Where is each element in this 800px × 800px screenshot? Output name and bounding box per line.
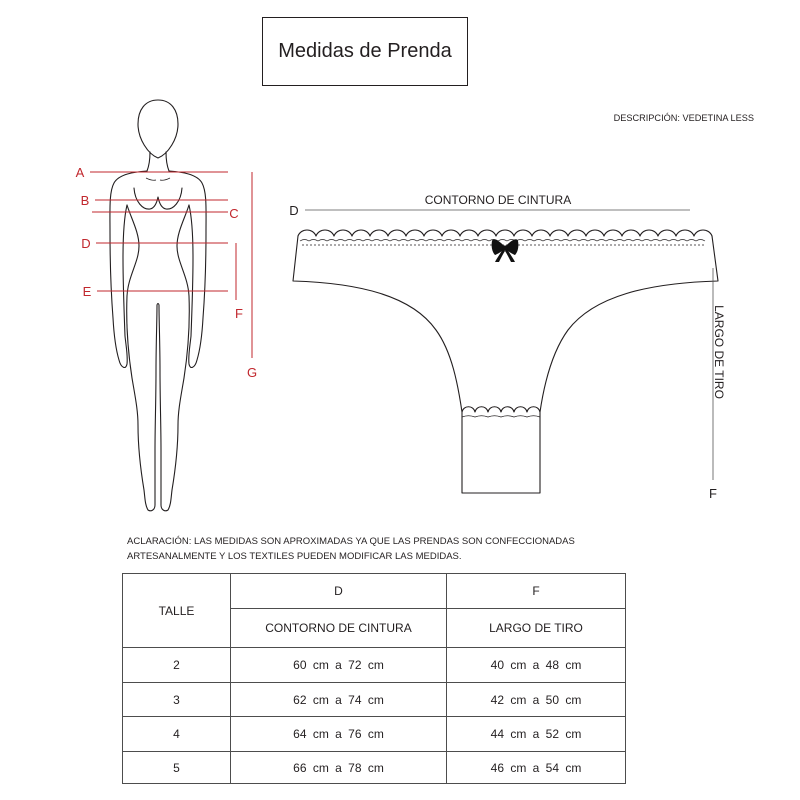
rise-range-cell: 42 cm a 50 cm [447,683,626,717]
garment-diagram [289,193,726,501]
bow-knot [502,245,507,250]
waist-range-cell: 60 cm a 72 cm [231,648,447,683]
disclaimer-line: ARTESANALMENTE Y LOS TEXTILES PUEDEN MODIFICAR LAS MEDIDAS. [127,551,462,562]
talle-cell: 3 [123,683,231,717]
measure-label-g: G [246,365,258,380]
measure-label-f: F [235,306,243,321]
waist-measure-label: CONTORNO DE CINTURA [424,193,572,207]
garment-description: DESCRIPCIÓN: VEDETINA LESS [613,113,754,123]
body-measurements [76,165,257,380]
mannequin-collarbone [146,178,170,180]
measure-label-e: E [82,284,92,299]
waist-range-cell: 64 cm a 76 cm [231,717,447,752]
talle-header: TALLE [123,574,231,648]
page-title: Medidas de Prenda [278,40,452,62]
rise-range-cell: 46 cm a 54 cm [447,752,626,784]
mannequin-body-outline [127,205,190,511]
panty-outline [293,236,718,493]
talle-cell: 5 [123,752,231,784]
waistband-lace-edge [298,230,712,236]
talle-cell: 4 [123,717,231,752]
column-letter-f: F [447,574,626,609]
table-header-row [123,574,626,609]
rise-range-cell: 44 cm a 52 cm [447,717,626,752]
waistband-lace-inner [300,240,705,242]
rise-measure-label: LARGO DE TIRO [712,305,726,399]
mannequin-neck-left [147,152,150,171]
talle-cell: 2 [123,648,231,683]
table-row [123,752,626,784]
size-table [122,573,626,784]
gusset-lace-edge [462,407,540,412]
measure-label-c: C [229,206,239,221]
mannequin-figure [110,100,206,511]
mannequin-neck-right [166,152,169,171]
table-row [123,648,626,683]
waist-range-cell: 62 cm a 74 cm [231,683,447,717]
table-row [123,683,626,717]
disclaimer [127,534,575,564]
mannequin-bust [134,188,182,209]
bow-icon [492,239,519,262]
mannequin-head [138,100,178,158]
rise-range-cell: 40 cm a 48 cm [447,648,626,683]
column-letter-d: D [231,574,447,609]
gusset-lace-inner [462,416,540,417]
column-name-waist: CONTORNO DE CINTURA [231,609,447,648]
measure-label-b: B [80,193,90,208]
measure-label-a: A [75,165,85,180]
column-name-rise: LARGO DE TIRO [447,609,626,648]
waist-range-cell: 66 cm a 78 cm [231,752,447,784]
rise-measure-letter: F [709,486,717,501]
waist-measure-letter: D [289,203,299,218]
measure-label-d: D [81,236,91,251]
table-row [123,717,626,752]
disclaimer-line: ACLARACIÓN: LAS MEDIDAS SON APROXIMADAS YA QUE LAS PRENDAS SON CONFECCIONADAS [127,536,575,547]
